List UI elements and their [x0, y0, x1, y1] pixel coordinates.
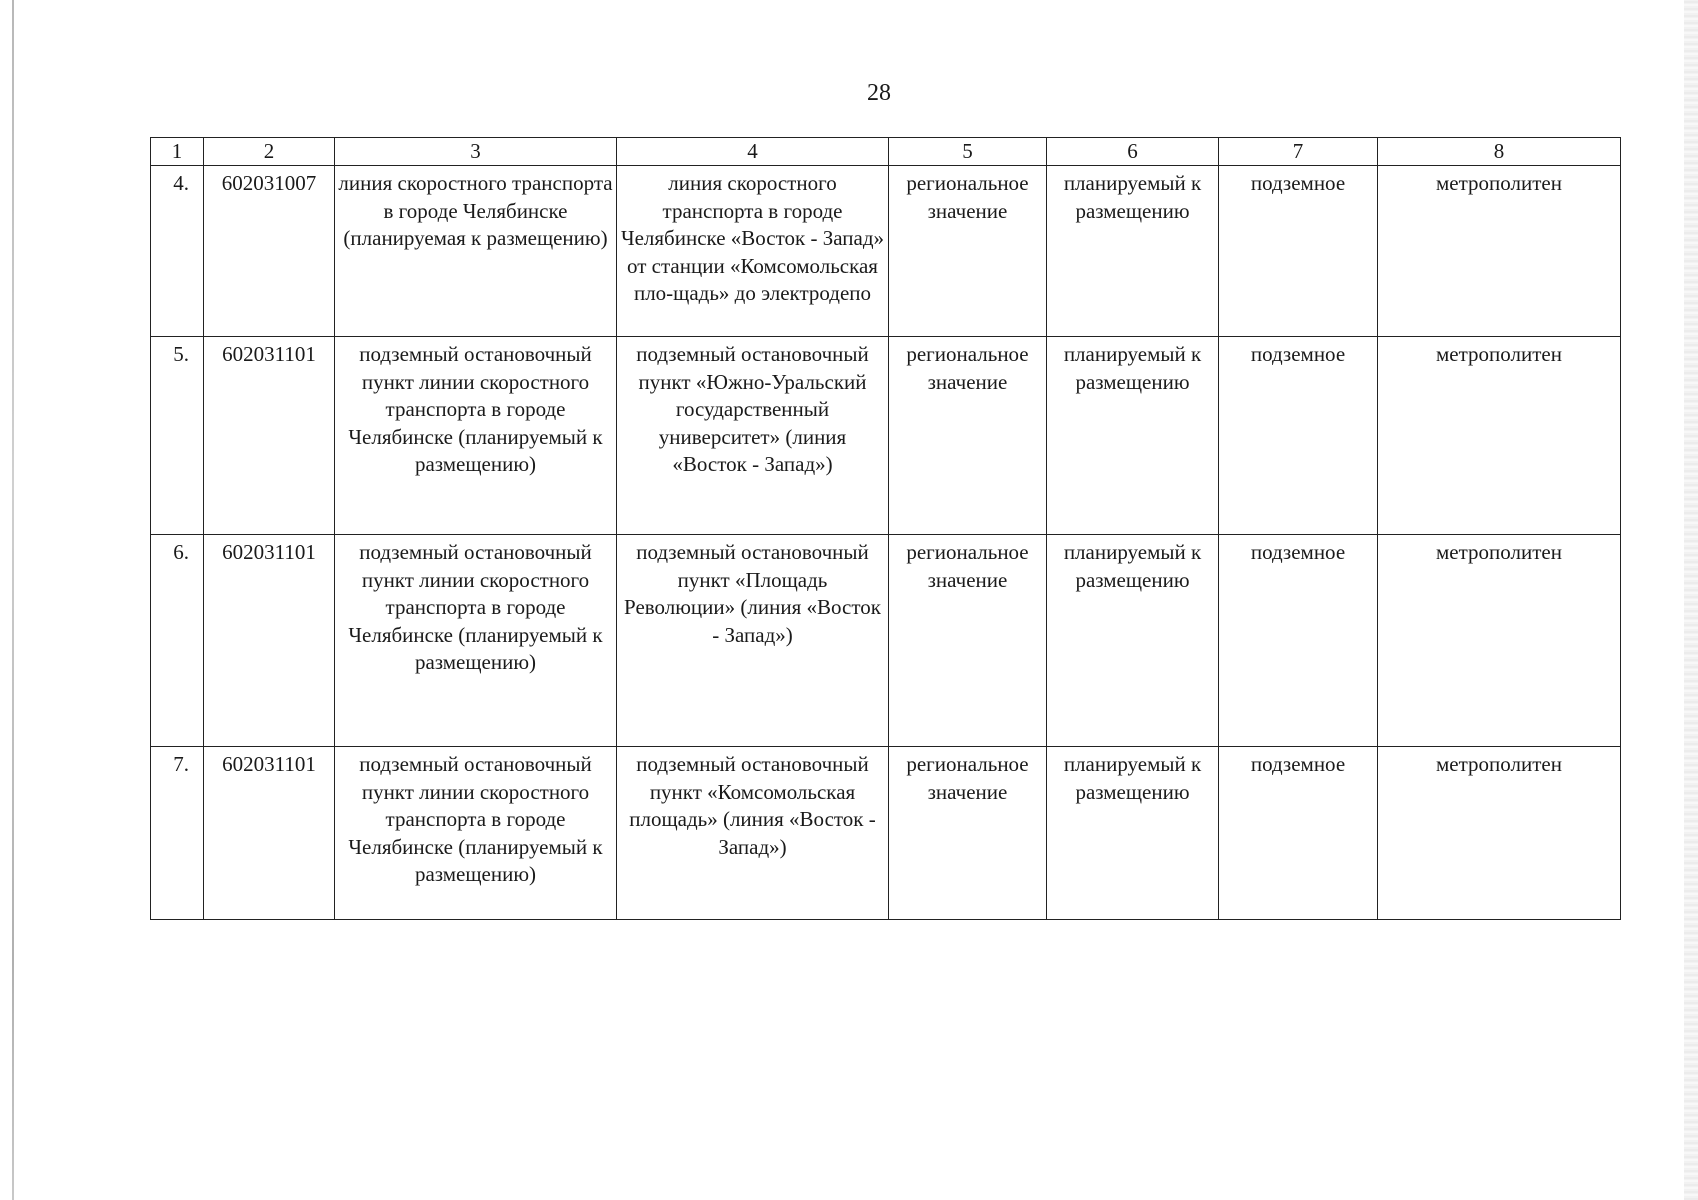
- object-name: подземный остановочный пункт «Площадь Революции» (линия «Восток - Запад»): [617, 535, 889, 747]
- column-header-2: 2: [204, 138, 335, 166]
- object-purpose: метрополитен: [1378, 747, 1621, 920]
- table-row: [151, 166, 1621, 337]
- object-status: планируемый к размещению: [1047, 747, 1219, 920]
- object-significance: региональное значение: [889, 337, 1047, 535]
- object-type: подземный остановочный пункт линии скоростного транспорта в городе Челябинске (планируемый к размещению): [335, 747, 617, 920]
- object-code: 602031101: [204, 337, 335, 535]
- object-significance: региональное значение: [889, 166, 1047, 337]
- table-row: [151, 747, 1621, 920]
- object-status: планируемый к размещению: [1047, 337, 1219, 535]
- objects-table: [150, 137, 1621, 920]
- object-name: подземный остановочный пункт «Южно-Уральский государственный университет» (линия «Восток - Запад»): [617, 337, 889, 535]
- header-row: [151, 138, 1621, 166]
- table-row: [151, 337, 1621, 535]
- object-status: планируемый к размещению: [1047, 166, 1219, 337]
- column-header-5: 5: [889, 138, 1047, 166]
- table-body: [151, 166, 1621, 920]
- row-number: 7.: [151, 747, 204, 920]
- object-type: подземный остановочный пункт линии скоростного транспорта в городе Челябинске (планируемый к размещению): [335, 337, 617, 535]
- object-placement: подземное: [1219, 166, 1378, 337]
- object-name: линия скоростного транспорта в городе Челябинске «Восток - Запад» от станции «Комсомольская пло-щадь» до электродепо: [617, 166, 889, 337]
- object-type: линия скоростного транспорта в городе Челябинске (планируемая к размещению): [335, 166, 617, 337]
- object-code: 602031101: [204, 747, 335, 920]
- table-row: [151, 535, 1621, 747]
- column-header-6: 6: [1047, 138, 1219, 166]
- column-header-1: 1: [151, 138, 204, 166]
- column-header-4: 4: [617, 138, 889, 166]
- scan-right-edge: [1684, 0, 1698, 1200]
- object-type: подземный остановочный пункт линии скоростного транспорта в городе Челябинске (планируемый к размещению): [335, 535, 617, 747]
- row-number: 4.: [151, 166, 204, 337]
- object-purpose: метрополитен: [1378, 337, 1621, 535]
- object-placement: подземное: [1219, 535, 1378, 747]
- object-code: 602031101: [204, 535, 335, 747]
- scan-left-edge: [12, 0, 14, 1200]
- object-code: 602031007: [204, 166, 335, 337]
- page-number: 28: [867, 80, 891, 106]
- row-number: 6.: [151, 535, 204, 747]
- object-purpose: метрополитен: [1378, 535, 1621, 747]
- object-significance: региональное значение: [889, 747, 1047, 920]
- object-placement: подземное: [1219, 337, 1378, 535]
- column-header-3: 3: [335, 138, 617, 166]
- object-name: подземный остановочный пункт «Комсомольская площадь» (линия «Восток - Запад»): [617, 747, 889, 920]
- column-header-8: 8: [1378, 138, 1621, 166]
- object-significance: региональное значение: [889, 535, 1047, 747]
- object-purpose: метрополитен: [1378, 166, 1621, 337]
- table-header: [151, 138, 1621, 166]
- object-placement: подземное: [1219, 747, 1378, 920]
- column-header-7: 7: [1219, 138, 1378, 166]
- object-status: планируемый к размещению: [1047, 535, 1219, 747]
- row-number: 5.: [151, 337, 204, 535]
